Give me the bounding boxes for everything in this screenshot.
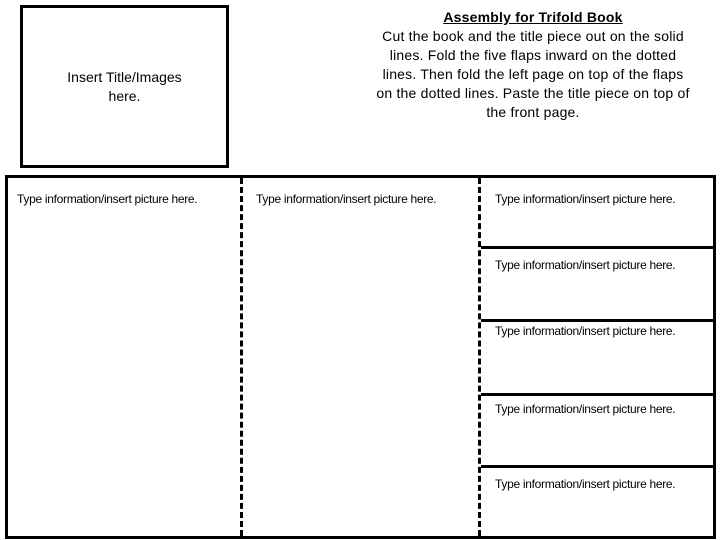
flap-divider bbox=[481, 393, 713, 396]
flap-3-text[interactable]: Type information/insert picture here. bbox=[495, 324, 676, 338]
assembly-instructions bbox=[375, 8, 691, 122]
flap-divider bbox=[481, 319, 713, 322]
flap-divider bbox=[481, 465, 713, 468]
instructions-body: Cut the book and the title piece out on the solid lines. Fold the five flaps inward on the dotted lines. Then fold the left page on top of the flaps on the dotted lines. Paste the title piece on top of the front page. bbox=[376, 28, 690, 120]
title-piece-text: Insert Title/Images here. bbox=[67, 68, 182, 104]
fold-line-right bbox=[478, 178, 481, 536]
flap-4-text[interactable]: Type information/insert picture here. bbox=[495, 402, 676, 416]
flap-5-text[interactable]: Type information/insert picture here. bbox=[495, 477, 676, 491]
middle-panel-text[interactable]: Type information/insert picture here. bbox=[256, 192, 437, 206]
title-piece-box[interactable] bbox=[20, 5, 229, 168]
flap-divider bbox=[481, 246, 713, 249]
flap-1-text[interactable]: Type information/insert picture here. bbox=[495, 192, 676, 206]
instructions-heading: Assembly for Trifold Book bbox=[443, 9, 623, 25]
flap-2-text[interactable]: Type information/insert picture here. bbox=[495, 258, 676, 272]
fold-line-left bbox=[240, 178, 243, 536]
left-panel-text[interactable]: Type information/insert picture here. bbox=[17, 192, 198, 206]
